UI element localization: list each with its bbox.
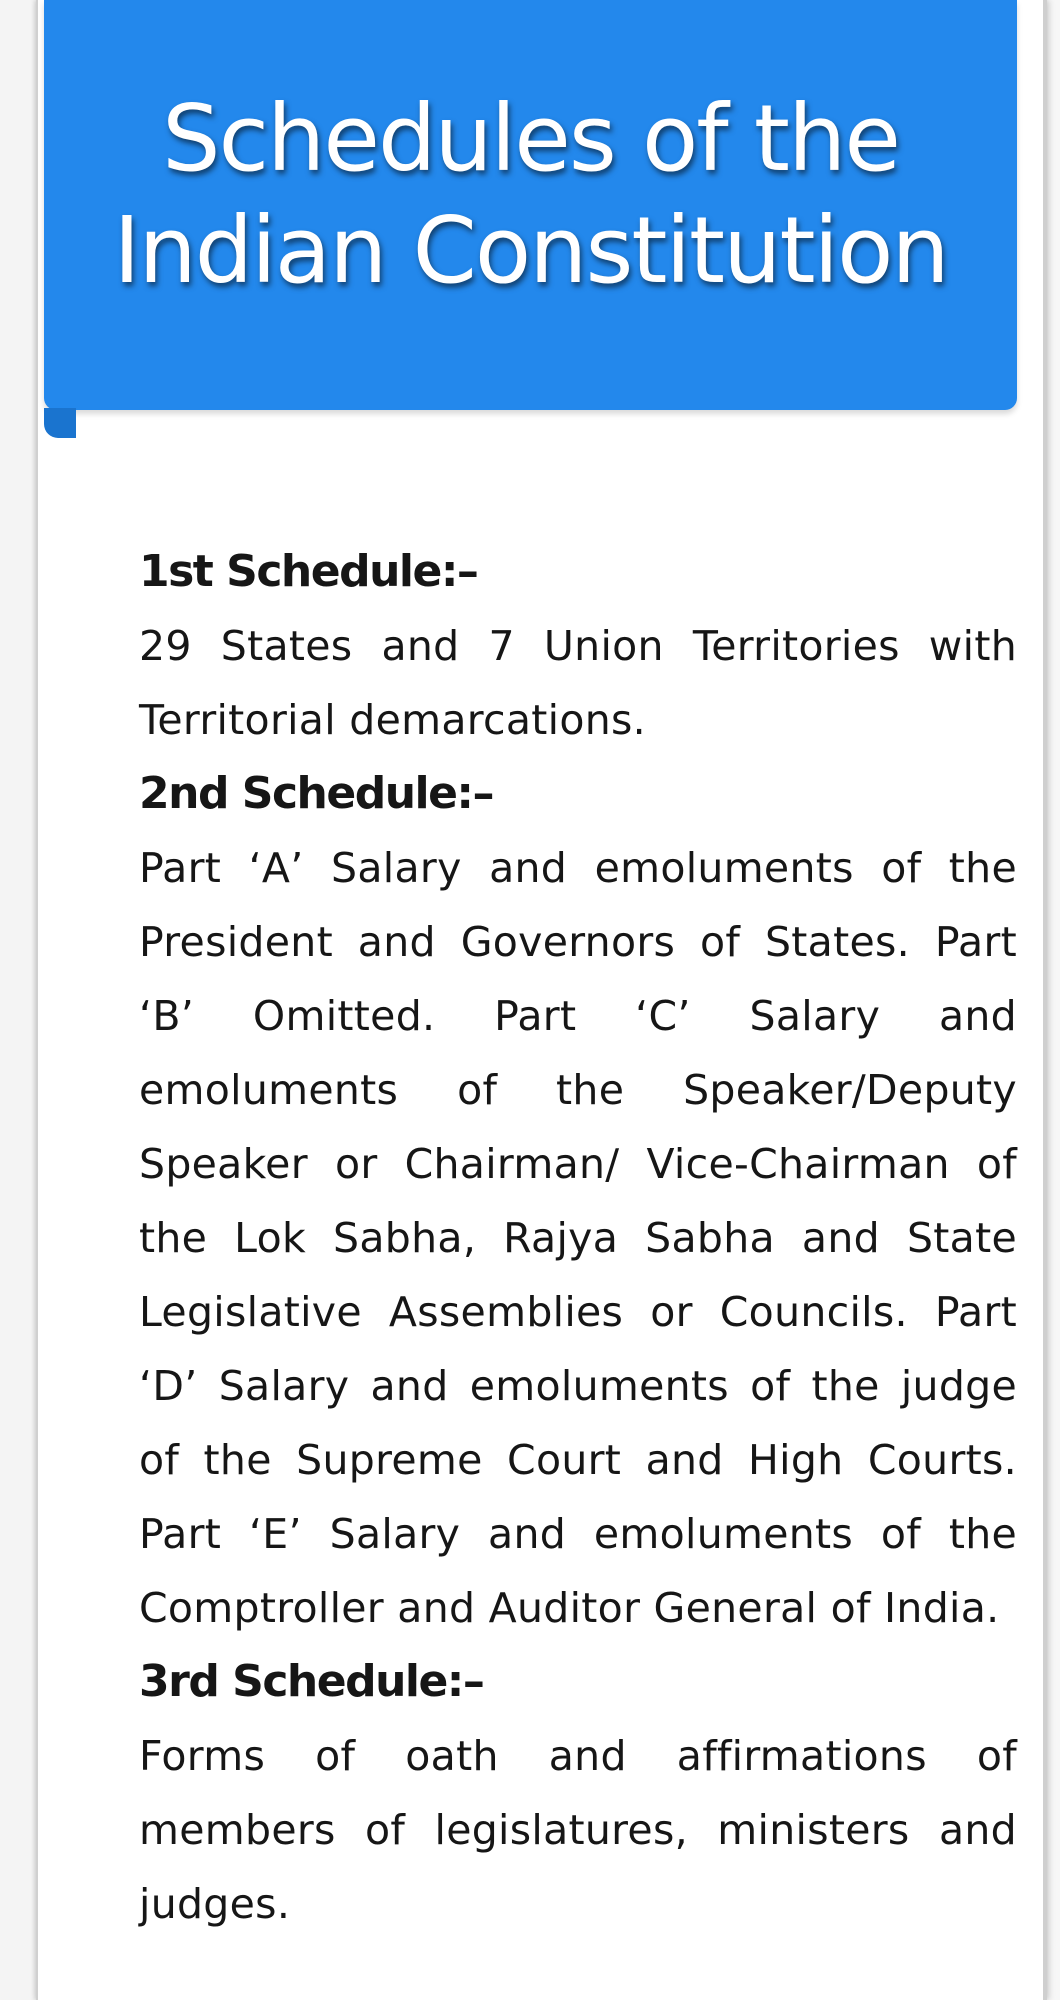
schedule-description: 29 States and 7 Union Territories with Territorial demarcations. [139, 622, 1017, 744]
title-banner [44, 0, 1017, 410]
banner-corner-tab [44, 408, 76, 438]
schedule-description: Forms of oath and affirmations of members of legislatures, ministers and judges. [139, 1732, 1017, 1928]
article-content [139, 535, 1017, 1941]
page-title: Schedules of the Indian Constitution [113, 85, 948, 304]
right-margin [1045, 0, 1060, 2000]
schedule-heading: 2nd Schedule:– [139, 768, 494, 819]
schedule-1 [139, 535, 1017, 757]
left-margin [0, 0, 36, 2000]
schedule-3 [139, 1645, 1017, 1941]
schedule-heading: 1st Schedule:– [139, 546, 478, 597]
schedule-heading: 3rd Schedule:– [139, 1656, 484, 1707]
schedule-description: Part ‘A’ Salary and emoluments of the President and Governors of States. Part ‘B’ Omitted. Part ‘C’ Salary and emoluments of the Speaker/Deputy Speaker or Chairman/ Vice-Chairman of the Lok Sabha, Rajya Sabha and State Legislative Assemblies or Councils. Part ‘D’ Salary and emoluments of the judge of the Supreme Court and High Courts. Part ‘E’ Salary and emoluments of the Comptroller and Auditor General of India. [139, 844, 1017, 1632]
article-card [36, 0, 1047, 2000]
schedule-2 [139, 757, 1017, 1645]
